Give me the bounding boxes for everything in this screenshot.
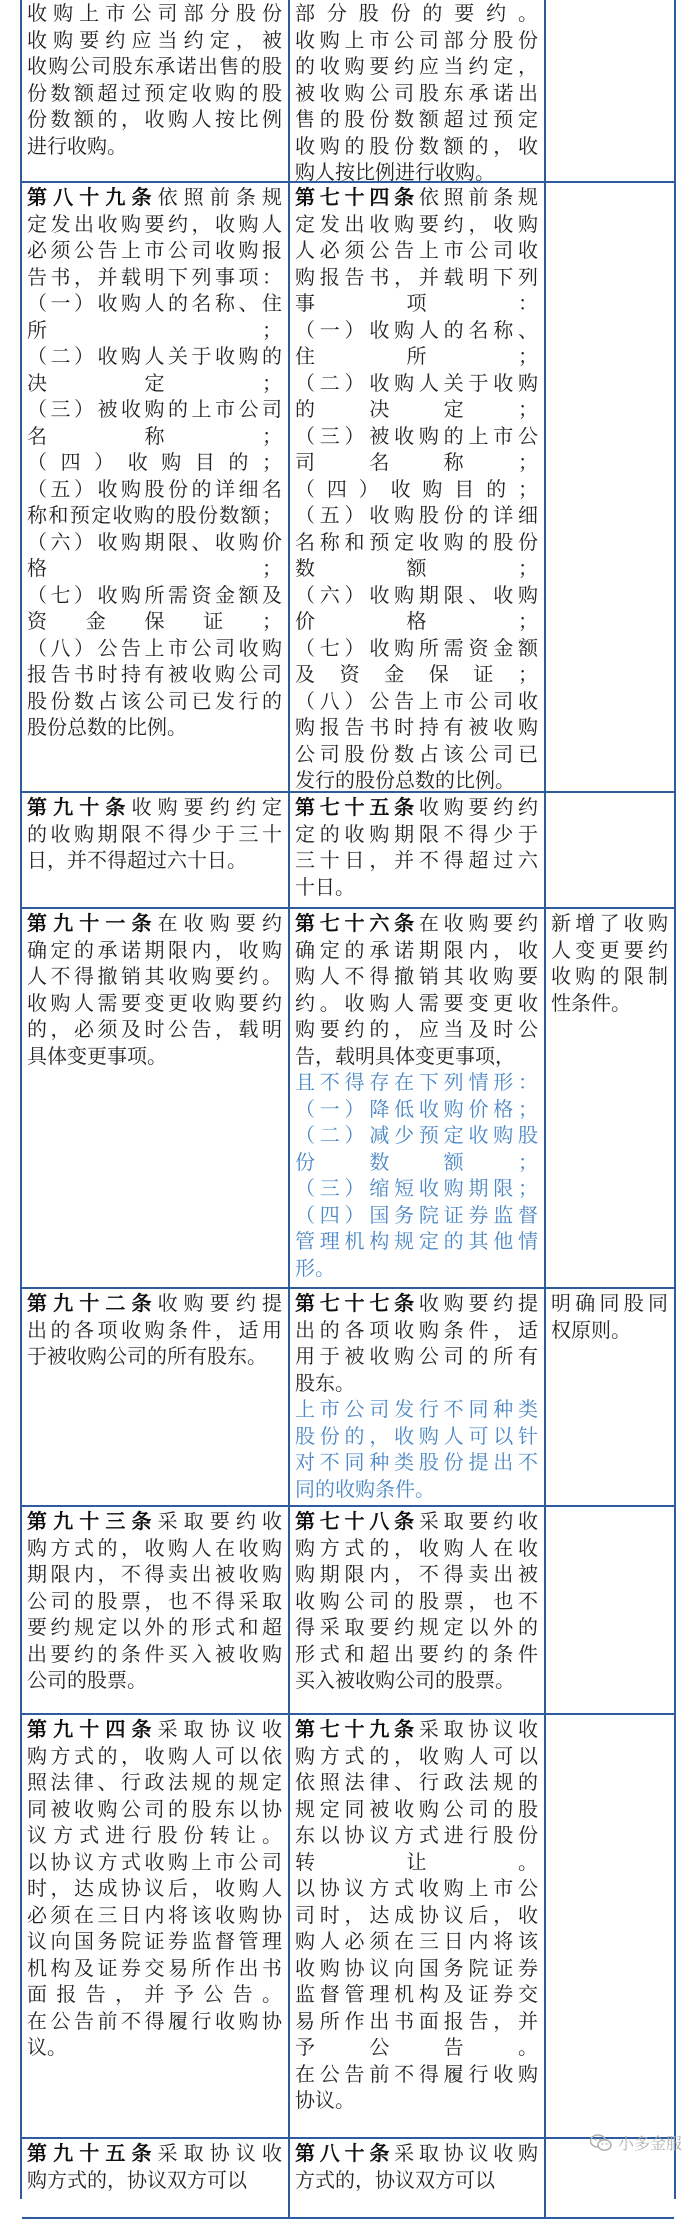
text-line: 出的各项收购条件，适用	[27, 1317, 282, 1342]
text-line: 照法律、行政法规的规定	[27, 1770, 282, 1794]
note-cell	[546, 1507, 674, 1713]
text-line: 在公告前不得履行收购	[295, 2061, 538, 2086]
text-line: 期限内，不得卖出被收购	[27, 1562, 282, 1586]
text-line: （八）公告上市公司收购	[27, 635, 282, 660]
text-line: 出的各项收购条件，适	[295, 1317, 538, 1342]
text-line: 份数额的，收购人按比例	[27, 107, 282, 131]
article-number: 第九十一条	[27, 911, 158, 935]
text-line: 价格；	[295, 609, 538, 633]
new-law-cell	[290, 1715, 546, 2137]
text-line	[295, 1716, 538, 1743]
table-row	[22, 1715, 674, 2139]
table-row	[22, 2139, 674, 2219]
text-line: 用于被收购公司的所有	[295, 1344, 538, 1368]
note-cell	[546, 909, 674, 1287]
note-cell	[546, 0, 674, 181]
article-text: 在收购要约	[157, 911, 282, 935]
text-line: 名称和预定收购的股份	[295, 529, 538, 554]
text-line: （一）降低收购价格；	[295, 1096, 538, 1121]
text-line: 约。收购人需要变更收	[295, 990, 538, 1015]
article-number: 第九十三条	[27, 1509, 158, 1533]
text-line: 人不得撤销其收购要约。	[27, 964, 282, 988]
note-cell	[546, 1289, 674, 1505]
text-line: （八）公告上市公司收	[295, 688, 538, 713]
text-line: 方式的，协议双方可以	[295, 2167, 495, 2192]
text-line: 的收购要约应当约定，	[295, 54, 538, 78]
text-line: （三）被收购的上市公	[295, 423, 538, 448]
table-row	[22, 793, 674, 909]
text-line: 收购的限制	[551, 964, 668, 988]
text-line: 必须公告上市公司收购报	[27, 238, 282, 262]
text-line: 被收购公司股东承诺出	[295, 80, 538, 105]
text-line: 进行收购。	[27, 133, 127, 158]
text-line: 东以协议方式进行股份	[295, 1823, 538, 1847]
text-line	[295, 910, 538, 937]
text-line: 收购上市公司部分股份	[27, 1, 282, 25]
text-line: 购期限内，不得卖出被	[295, 1562, 538, 1586]
article-number: 第九十五条	[27, 2141, 158, 2165]
text-line: 名称；	[27, 423, 282, 448]
text-line: （三）被收购的上市公司	[27, 397, 282, 421]
article-number: 第七十六条	[295, 911, 419, 935]
text-line: 份数额超过预定收购的股	[27, 80, 282, 105]
text-line: （五）收购股份的详细名	[27, 476, 282, 501]
text-line: （二）收购人关于收购	[295, 370, 538, 395]
text-line: 的，必须及时公告，载明	[27, 1017, 282, 1041]
text-line: 三十日，并不得超过六	[295, 848, 538, 872]
text-line: 予公告。	[295, 2035, 538, 2059]
text-line: 机构及证券交易所作出书	[27, 1955, 282, 1980]
new-law-cell	[290, 909, 546, 1287]
text-line: 必须在三日内将该收购协	[27, 1902, 282, 1927]
text-line: 形。	[295, 1255, 335, 1280]
text-line: 同被收购公司的股东以协	[27, 1796, 282, 1821]
old-law-cell	[22, 793, 290, 907]
text-line: 称和预定收购的股份数额；	[27, 503, 282, 527]
text-line: 依照法律、行政法规的	[295, 1770, 538, 1794]
note-cell	[546, 1715, 674, 2137]
text-line: 新增了收购	[551, 911, 668, 935]
text-line: 人必须公告上市公司收	[295, 238, 538, 262]
text-line: 转让。	[295, 1849, 538, 1874]
article-text: 收购要约提	[157, 1291, 282, 1315]
text-line: 形式和超出要约的条件	[295, 1641, 538, 1666]
text-line: 告书，并载明下列事项：	[27, 264, 282, 289]
note-cell	[546, 183, 674, 791]
text-line: （四）收购目的；	[27, 450, 282, 474]
text-line: 定的收购期限不得少于	[295, 821, 538, 846]
text-line: 规定同被收购公司的股	[295, 1796, 538, 1821]
watermark-text: 小多金服	[617, 2134, 682, 2153]
new-law-cell	[290, 1507, 546, 1713]
text-line: 收购的股份数额的，收	[295, 133, 538, 158]
text-line: 发行的股份总数的比例。	[295, 768, 515, 791]
text-line: 购人按比例进行收购。	[295, 160, 495, 181]
text-line: 购报告书，并载明下列	[295, 264, 538, 289]
table-row	[22, 1289, 674, 1507]
text-line: 股份数占该公司已发行的	[27, 688, 282, 713]
article-text: 依照前条规	[157, 185, 282, 209]
article-text: 采取协议收购	[394, 2141, 538, 2165]
text-line: （七）收购所需资金额	[295, 635, 538, 660]
text-line: （六）收购期限、收购	[295, 582, 538, 607]
text-line: 议向国务院证券监督管理	[27, 1929, 282, 1953]
wechat-icon	[590, 2134, 612, 2152]
text-line	[27, 910, 282, 937]
text-line: 数额；	[295, 556, 538, 580]
text-line: 的决定；	[295, 397, 538, 421]
article-text: 采取协议收	[157, 1717, 282, 1741]
table-row	[22, 0, 674, 183]
text-line: 购方式的，协议双方可以	[27, 2167, 247, 2192]
article-number: 第七十四条	[295, 185, 419, 209]
note-cell	[546, 793, 674, 907]
text-line: 十日。	[295, 874, 355, 899]
text-line: 定发出收购要约，收购人	[27, 211, 282, 236]
text-line: 决定；	[27, 370, 282, 395]
new-law-cell	[290, 2139, 546, 2217]
text-line: 司时，达成协议后，收	[295, 1902, 538, 1927]
new-law-cell	[290, 793, 546, 907]
article-text: 采取协议收	[418, 1717, 538, 1741]
article-number: 第七十九条	[295, 1717, 419, 1741]
text-line: 购方式的，收购人在收购	[27, 1535, 282, 1560]
text-line: 在公告前不得履行收购协	[27, 2008, 282, 2033]
text-line: （二）收购人关于收购的	[27, 344, 282, 368]
comparison-table	[20, 0, 676, 2199]
text-line: 股份总数的比例。	[27, 715, 187, 739]
article-number: 第九十条	[27, 795, 132, 819]
text-line: （一）收购人的名称、住	[27, 291, 282, 315]
text-line: 以协议方式收购上市公	[295, 1876, 538, 1900]
text-line: 格；	[27, 556, 282, 580]
article-number: 第八十九条	[27, 185, 158, 209]
text-line: 及资金保证；	[295, 662, 538, 686]
text-line: 管理机构规定的其他情	[295, 1229, 538, 1253]
article-number: 第八十条	[295, 2141, 395, 2165]
text-line: 明确同股同	[551, 1291, 668, 1315]
text-line: 所；	[27, 317, 282, 342]
text-line: （四）国务院证券监督	[295, 1202, 538, 1227]
text-line	[295, 1290, 538, 1317]
text-line: （一）收购人的名称、	[295, 317, 538, 342]
text-line: 确定的承诺期限内，收	[295, 937, 538, 962]
text-line: 住所；	[295, 344, 538, 368]
text-line: （七）收购所需资金额及	[27, 582, 282, 607]
article-text: 收购要约约	[418, 795, 538, 819]
text-line: 要约规定以外的形式和超	[27, 1615, 282, 1639]
text-line: 面报告，并予公告。	[27, 1982, 282, 2006]
text-line: 购方式的，收购人在收	[295, 1535, 538, 1560]
article-text: 采取要约收	[157, 1509, 282, 1533]
text-line: 定发出收购要约，收购	[295, 211, 538, 236]
text-line: 以协议方式收购上市公司	[27, 1849, 282, 1874]
text-line: 议方式进行股份转让。	[27, 1823, 282, 1847]
text-line	[27, 794, 282, 821]
text-line: 收购协议向国务院证券	[295, 1955, 538, 1980]
article-number: 第七十七条	[295, 1291, 419, 1315]
text-line: 同的收购条件。	[295, 1476, 435, 1501]
old-law-cell	[22, 1507, 290, 1713]
old-law-cell	[22, 1715, 290, 2137]
text-line: 司名称；	[295, 450, 538, 474]
text-line: 性条件。	[551, 990, 631, 1015]
article-number: 第九十四条	[27, 1717, 158, 1741]
text-line	[295, 2140, 538, 2167]
text-line: 对不同种类股份提出不	[295, 1450, 538, 1474]
text-line: 监督管理机构及证券交	[295, 1982, 538, 2006]
old-law-cell	[22, 183, 290, 791]
text-line	[27, 2140, 282, 2167]
text-line	[27, 1508, 282, 1535]
table-row	[22, 183, 674, 793]
text-line: 告，载明具体变更事项，	[295, 1043, 515, 1068]
text-line: 易所作出书面报告，并	[295, 2008, 538, 2033]
old-law-cell	[22, 909, 290, 1287]
text-line	[27, 184, 282, 211]
text-line: 出要约的条件买入被收购	[27, 1641, 282, 1666]
article-text: 在收购要约	[418, 911, 538, 935]
text-line: 事项：	[295, 291, 538, 315]
article-number: 第七十八条	[295, 1509, 419, 1533]
article-text: 依照前条规	[418, 185, 538, 209]
article-text: 收购要约约定	[131, 795, 282, 819]
text-line	[27, 1290, 282, 1317]
text-line: 人变更要约	[551, 937, 668, 962]
text-line: 权原则。	[551, 1317, 631, 1342]
table-row	[22, 909, 674, 1289]
text-line: 收购人需要变更收购要约	[27, 990, 282, 1015]
text-line: 购方式的，收购人可以	[295, 1743, 538, 1768]
text-line: 售的股份数额超过预定	[295, 107, 538, 131]
old-law-cell	[22, 2139, 290, 2217]
article-number: 第七十五条	[295, 795, 419, 819]
text-line: 收购要约应当约定，被	[27, 27, 282, 52]
watermark	[590, 2131, 682, 2154]
text-line: 时，达成协议后，收购人	[27, 1876, 282, 1900]
text-line: 购报告书时持有被收购	[295, 715, 538, 739]
text-line	[295, 184, 538, 211]
old-law-cell	[22, 0, 290, 181]
new-law-cell	[290, 1289, 546, 1505]
text-line: 上市公司发行不同种类	[295, 1397, 538, 1421]
article-text: 采取要约收	[418, 1509, 538, 1533]
text-line	[295, 794, 538, 821]
text-line: 部分股份的要约。	[295, 1, 538, 25]
article-text: 收购要约提	[418, 1291, 538, 1315]
table-row	[22, 1507, 674, 1715]
text-line: 于被收购公司的所有股东。	[27, 1344, 267, 1368]
text-line: 收购上市公司部分股份	[295, 27, 538, 52]
text-line: 议。	[27, 2035, 67, 2059]
text-line: 购方式的，收购人可以依	[27, 1743, 282, 1768]
new-law-cell	[290, 183, 546, 791]
article-number: 第九十二条	[27, 1291, 158, 1315]
text-line: 收购公司股东承诺出售的股	[27, 54, 282, 78]
article-text: 采取协议收	[157, 2141, 282, 2165]
text-line: 份数额；	[295, 1149, 538, 1174]
text-line: 得采取要约规定以外的	[295, 1615, 538, 1639]
text-line	[295, 1508, 538, 1535]
text-line: （三）缩短收购期限；	[295, 1176, 538, 1200]
text-line: 的收购期限不得少于三十	[27, 821, 282, 846]
text-line: （六）收购期限、收购价	[27, 529, 282, 554]
text-line: 购要约的，应当及时公	[295, 1017, 538, 1041]
text-line: 公司的股票，也不得采取	[27, 1588, 282, 1613]
new-law-cell	[290, 0, 546, 181]
text-line: （二）减少预定收购股	[295, 1123, 538, 1147]
text-line: 协议。	[295, 2088, 355, 2112]
text-line: 买入被收购公司的股票。	[295, 1668, 515, 1692]
text-line: 股东。	[295, 1370, 355, 1395]
text-line: 具体变更事项。	[27, 1043, 167, 1068]
text-line: 公司的股票。	[27, 1668, 147, 1692]
text-line: 资金保证；	[27, 609, 282, 633]
text-line: 且不得存在下列情形：	[295, 1070, 538, 1094]
text-line: 股份的，收购人可以针	[295, 1423, 538, 1448]
text-line: 公司股份数占该公司已	[295, 741, 538, 766]
text-line: 购人不得撤销其收购要	[295, 964, 538, 988]
old-law-cell	[22, 1289, 290, 1505]
text-line: 购人必须在三日内将该	[295, 1929, 538, 1953]
text-line: （五）收购股份的详细	[295, 503, 538, 527]
text-line: 收购公司的股票，也不	[295, 1588, 538, 1613]
text-line	[27, 1716, 282, 1743]
text-line: 确定的承诺期限内，收购	[27, 937, 282, 962]
text-line: （四）收购目的；	[295, 476, 538, 501]
text-line: 日，并不得超过六十日。	[27, 848, 247, 872]
text-line: 报告书时持有被收购公司	[27, 662, 282, 686]
